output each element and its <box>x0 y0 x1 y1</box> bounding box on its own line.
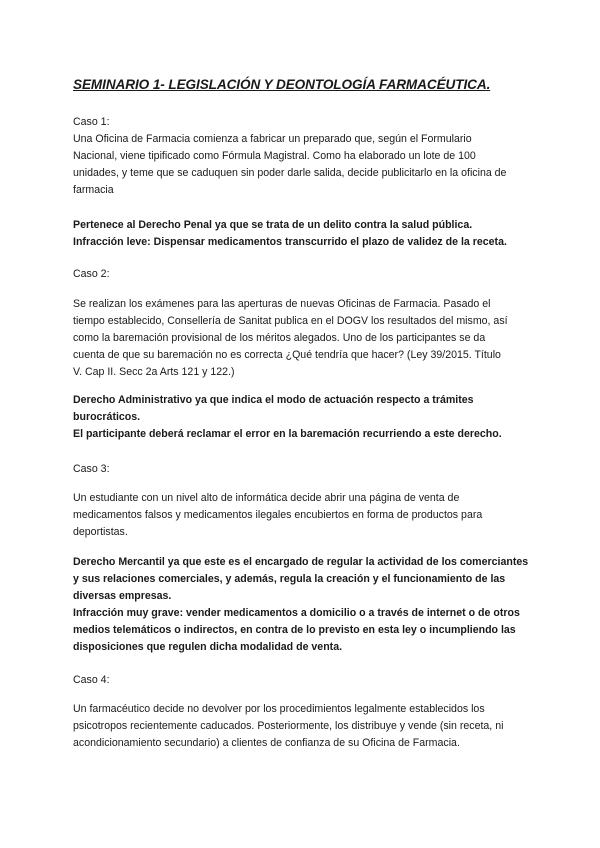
case-4-heading: Caso 4: <box>73 674 110 686</box>
case-4-statement-line: psicotropos recientemente caducados. Posteriormente, los distribuye y vende (sin receta, ni <box>73 720 504 732</box>
case-4-statement <box>73 701 533 752</box>
case-1-statement-line: Nacional, viene tipificado como Fórmula Magistral. Como ha elaborado un lote de 100 <box>73 150 476 162</box>
page-title: SEMINARIO 1- LEGISLACIÓN Y DEONTOLOGÍA FARMACÉUTICA. <box>73 77 491 92</box>
case-2-statement-line: tiempo establecido, Consellería de Sanitat publica en el DOGV los resultados del mismo, así <box>73 315 508 327</box>
case-3-statement-line: Un estudiante con un nivel alto de informática decide abrir una página de venta de <box>73 492 460 504</box>
case-2-heading: Caso 2: <box>73 268 110 280</box>
case-3-answer <box>73 554 533 656</box>
case-3-answer-line: disposiciones que regulen dicha modalidad de venta. <box>73 641 343 653</box>
case-2-answer-line: Derecho Administrativo ya que indica el modo de actuación respecto a trámites <box>73 394 474 406</box>
case-3-answer-line: Derecho Mercantil ya que este es el encargado de regular la actividad de los comerciantes <box>73 556 529 568</box>
case-1-answer-line: Infracción leve: Dispensar medicamentos transcurrido el plazo de validez de la receta. <box>73 236 507 248</box>
case-3-answer-line: y sus relaciones comerciales, y además, regula la creación y el funcionamiento de las <box>73 573 506 585</box>
case-2-statement-line: Se realizan los exámenes para las aperturas de nuevas Oficinas de Farmacia. Pasado el <box>73 298 491 310</box>
case-3-answer-line: Infracción muy grave: vender medicamentos a domicilio o a través de internet o de otros <box>73 607 520 619</box>
case-1-statement-line: unidades, y teme que se caduquen sin poder darle salida, decide publicitarlo en la oficina de <box>73 167 507 179</box>
case-2-answer-line: burocráticos. <box>73 411 141 423</box>
case-2-statement-line: V. Cap II. Secc 2a Arts 121 y 122.) <box>73 366 235 378</box>
case-1-heading: Caso 1: <box>73 116 110 128</box>
case-2-statement-line: como la baremación provisional de los méritos alegados. Uno de los participantes se da <box>73 332 486 344</box>
case-1-answer <box>73 217 533 251</box>
case-3-statement-line: deportistas. <box>73 526 128 538</box>
case-1-statement-line: Una Oficina de Farmacia comienza a fabricar un preparado que, según el Formulario <box>73 133 472 145</box>
case-4-statement-line: Un farmacéutico decide no devolver por los procedimientos legalmente establecidos los <box>73 703 485 715</box>
case-3-answer-line: diversas empresas. <box>73 590 172 602</box>
case-1-statement-line: farmacia <box>73 184 114 196</box>
case-2-statement-line: cuenta de que su baremación no es correcta ¿Qué tendría que hacer? (Ley 39/2015. Título <box>73 349 501 361</box>
case-1-statement <box>73 131 533 199</box>
case-3-answer-line: medios telemáticos o indirectos, en contra de lo previsto en esta ley o incumpliendo las <box>73 624 516 636</box>
case-2-answer-line: El participante deberá reclamar el error en la baremación recurriendo a este derecho. <box>73 428 502 440</box>
case-3-heading: Caso 3: <box>73 463 110 475</box>
case-1-answer-line: Pertenece al Derecho Penal ya que se trata de un delito contra la salud pública. <box>73 219 473 231</box>
case-3-statement <box>73 490 533 541</box>
case-3-statement-line: medicamentos falsos y medicamentos ilegales encubiertos en forma de productos para <box>73 509 483 521</box>
case-2-answer <box>73 392 533 443</box>
case-4-statement-line: acondicionamiento secundario) a clientes de confianza de su Oficina de Farmacia. <box>73 737 460 749</box>
case-2-statement <box>73 296 533 381</box>
